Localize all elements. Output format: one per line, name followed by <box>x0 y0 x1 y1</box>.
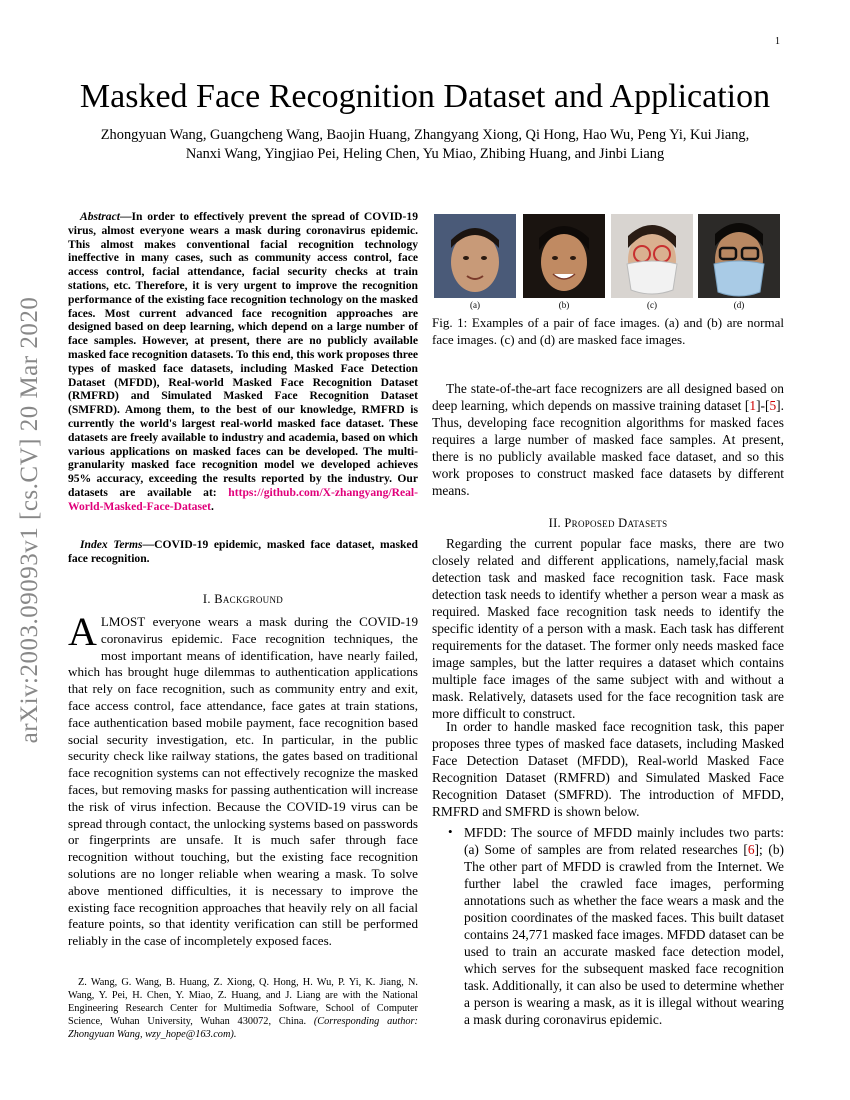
face-image-d <box>698 214 780 298</box>
section-2-number: II. <box>548 516 565 530</box>
figure-label-c: (c) <box>647 300 657 310</box>
dataset-link[interactable]: https://github.com/X-zhangyang/Real-World-Masked-Face-Dataset <box>68 485 418 513</box>
sota-text-a: The state-of-the-art face recognizers are all designed based on deep learning, which depends on massive training dataset <box>432 381 784 413</box>
arxiv-stamp-text: arXiv:2003.09093v1 [cs.CV] 20 Mar 2020 <box>16 296 43 744</box>
figure-label-d: (d) <box>733 300 745 310</box>
citation-5[interactable]: 5 <box>769 398 777 413</box>
figure-caption: Fig. 1: Examples of a pair of face images. (a) and (b) are normal face images. (c) and (d) are masked face images. <box>432 315 784 347</box>
author-line-1: Zhongyuan Wang, Guangcheng Wang, Baojin Huang, Zhangyang Xiong, Qi Hong, Hao Wu, Peng Yi, Kui Jiang, <box>100 127 750 143</box>
citation-6[interactable]: 6 <box>747 842 755 857</box>
bullet-marker: • <box>448 824 453 839</box>
arxiv-stamp <box>10 296 50 744</box>
index-terms-label: Index Terms <box>80 538 143 551</box>
face-image-a <box>434 214 516 298</box>
background-first-word: LMOST <box>100 614 146 629</box>
face-image-b <box>523 214 605 298</box>
footnote-main: Z. Wang, G. Wang, B. Huang, Z. Xiong, Q. Hong, H. Wu, P. Yi, K. Jiang, N. Wang, Y. Pei, H. Chen, Y. Miao, Z. Huang, and J. Liang are with the National Engineering Research Center for Multimedia Software, School of Computer Science, Wuhan University, Wuhan 430072, China. <box>68 977 418 1027</box>
index-terms-text: —COVID-19 epidemic, masked face dataset, masked face recognition. <box>68 538 418 565</box>
mfdd-text-a: MFDD: The source of MFDD mainly includes two parts: (a) Some of samples are from related researches <box>464 825 784 857</box>
section-heading-proposed <box>432 516 784 531</box>
section-2-title: Proposed Datasets <box>564 516 668 530</box>
abstract-label: Abstract <box>80 210 120 223</box>
author-line-2: Nanxi Wang, Yingjiao Pei, Heling Chen, Yu Miao, Zhibing Huang, and Jinbi Liang <box>185 146 665 162</box>
section-heading-background <box>68 592 418 607</box>
sota-paragraph: The state-of-the-art face recognizers are all designed based on deep learning, which depends on massive training dataset [1]-[5]. Thus, developing face recognition algorithms for masked faces requires a large number of masked face samples. At present, there is no publicly available masked face dataset, and so this work proposes to construct masked face datasets by different means. <box>432 381 784 498</box>
face-image-c <box>611 214 693 298</box>
figure-label-a: (a) <box>470 300 480 310</box>
figure-1 <box>434 214 784 298</box>
citation-1[interactable]: 1 <box>749 398 757 413</box>
paper-title: Masked Face Recognition Dataset and Application <box>79 78 771 115</box>
background-text: everyone wears a mask during the COVID-19 coronavirus epidemic. Face recognition techniques, the most important means of identification, have nearly failed, which has brought huge dilemmas to authentication applications that rely on face recognition, such as community entry and exit, face access control, face attendance, face gates at train stations, face authentication based mobile payment, face recognition based social security investigation, etc. In particular, in the public security check like railway stations, the gates based on traditional face recognition systems can not effectively recognize the masked faces, but removing masks for passing authentication will increase the risk of virus infection. Because the COVID-19 virus can be spread through contact, the unlocking systems based on passwords or fingerprints are unsafe. It is much safer through face recognition without touching, but the existing face recognition solutions are no longer reliable when wearing a mask. To solve above mentioned difficulties, it is necessary to improve the existing face recognition approaches that heavily rely on all facial feature points, so that identity verification can still be performed reliably in the case of incompletely exposed faces. <box>68 614 418 949</box>
mfdd-bullet-item: MFDD: The source of MFDD mainly includes two parts: (a) Some of samples are from related researches [6]; (b) The other part of MFDD is crawled from the Internet. We further label the crawled face images, performing annotations such as whether the face wears a mask and the position coordinates of the masked faces. This built dataset contains 24,771 masked face images. MFDD dataset can be used to train an accurate masked face detection model, which serves for the subsequent masked face recognition task. Additionally, it can also be used to determine whether a person is wearing a mask, as it is illegal without wearing a mask during coronavirus epidemic. <box>464 825 784 1027</box>
in-order-paragraph: In order to handle masked face recognition task, this paper proposes three types of masked face datasets, including Masked Face Detection Dataset (MFDD), Real-world Masked Face Recognition Dataset (RMFRD) and Simulated Masked Face Recognition Dataset (SMFRD). The introduction of MFDD, RMFRD and SMFRD is shown below. <box>432 719 784 819</box>
mfdd-text-b: ; (b) The other part of MFDD is crawled from the Internet. We further label the crawled face images, performing annotations such as whether the face wears a mask and the position coordinates of the masked faces. This built dataset contains 24,771 masked face images. MFDD dataset can be used to train an accurate masked face detection model, which serves for the subsequent masked face recognition task. Additionally, it can also be used to determine whether a person is wearing a mask, as it is illegal without wearing a mask during coronavirus epidemic. <box>464 842 784 1027</box>
page-number: 1 <box>775 36 780 47</box>
abstract-text: —In order to effectively prevent the spread of COVID-19 virus, almost everyone wears a mask during coronavirus epidemic. This almost makes conventional facial recognition technology ineffective in many cases, such as community access control, face access control, facial attendance, facial security checks at train stations, etc. Therefore, it is very urgent to improve the recognition performance of the existing face recognition technology on the masked faces. Most current advanced face recognition approaches are designed based on deep learning, which depend on a large number of face samples. However, at present, there are no publicly available masked face recognition datasets. To this end, this work proposes three types of masked face datasets, including Masked Face Detection Dataset (MFDD), Real-world Masked Face Recognition Dataset (RMFRD) and Simulated Masked Face Recognition Dataset (SMFRD). Among them, to the best of our knowledge, RMFRD is currently the world's largest real-world masked face dataset. These datasets are freely available to industry and academia, based on which various applications on masked faces can be developed. The multi-granularity masked face recognition model we developed achieves 95% accuracy, exceeding the results reported by the industry. Our datasets are available at: <box>68 210 418 499</box>
section-1-title: Background <box>214 592 284 606</box>
author-list <box>55 126 795 164</box>
regarding-paragraph: Regarding the current popular face masks, there are two closely related and different applications, namely,facial mask detection task and masked face recognition task. Face mask detection task needs to identify whether a person wear a mask as required. Masked face recognition task needs to identify the specific identity of a person with a mask. Each task has different requirements for the dataset. The former only needs masked face image samples, but the latter requires a dataset which contains multiple face images of the same subject with and without a mask. Relatively, datasets used for the face recognition task are more difficult to construct. <box>432 536 784 721</box>
figure-label-b: (b) <box>558 300 570 310</box>
drop-cap: A <box>68 609 97 654</box>
section-1-number: I. <box>202 592 215 606</box>
abstract: Abstract—In order to effectively prevent the spread of COVID-19 virus, almost everyone wears a mask during coronavirus epidemic. This almost makes conventional facial recognition technology ineffective in many cases, such as community access control, face access control, facial attendance, facial security checks at train stations, etc. Therefore, it is very urgent to improve the recognition performance of the existing face recognition technology on the masked faces. Most current advanced face recognition approaches are designed based on deep learning, which depend on a large number of face samples. However, at present, there are no publicly available masked face recognition datasets. To this end, this work proposes three types of masked face datasets, including Masked Face Detection Dataset (MFDD), Real-world Masked Face Recognition Dataset (RMFRD) and Simulated Masked Face Recognition Dataset (SMFRD). Among them, to the best of our knowledge, RMFRD is currently the world's largest real-world masked face dataset. These datasets are freely available to industry and academia, based on which various applications on masked faces can be developed. The multi-granularity masked face recognition model we developed achieves 95% accuracy, exceeding the results reported by the industry. Our datasets are available at: https://github.com/X-zhangyang/Real-World-Masked-Face-Dataset. <box>68 210 418 513</box>
index-terms <box>68 538 418 566</box>
sota-text-b: . Thus, developing face recognition algorithms for masked faces requires a large number of masked face samples. At present, there is no publicly available masked face dataset, and so this work proposes to construct masked face datasets by different means. <box>432 398 784 498</box>
footnote-corresponding: (Corresponding author: Zhongyuan Wang, wzy_hope@163.com). <box>68 1016 418 1040</box>
background-paragraph <box>68 609 418 950</box>
author-affiliation-footnote <box>68 976 418 1041</box>
